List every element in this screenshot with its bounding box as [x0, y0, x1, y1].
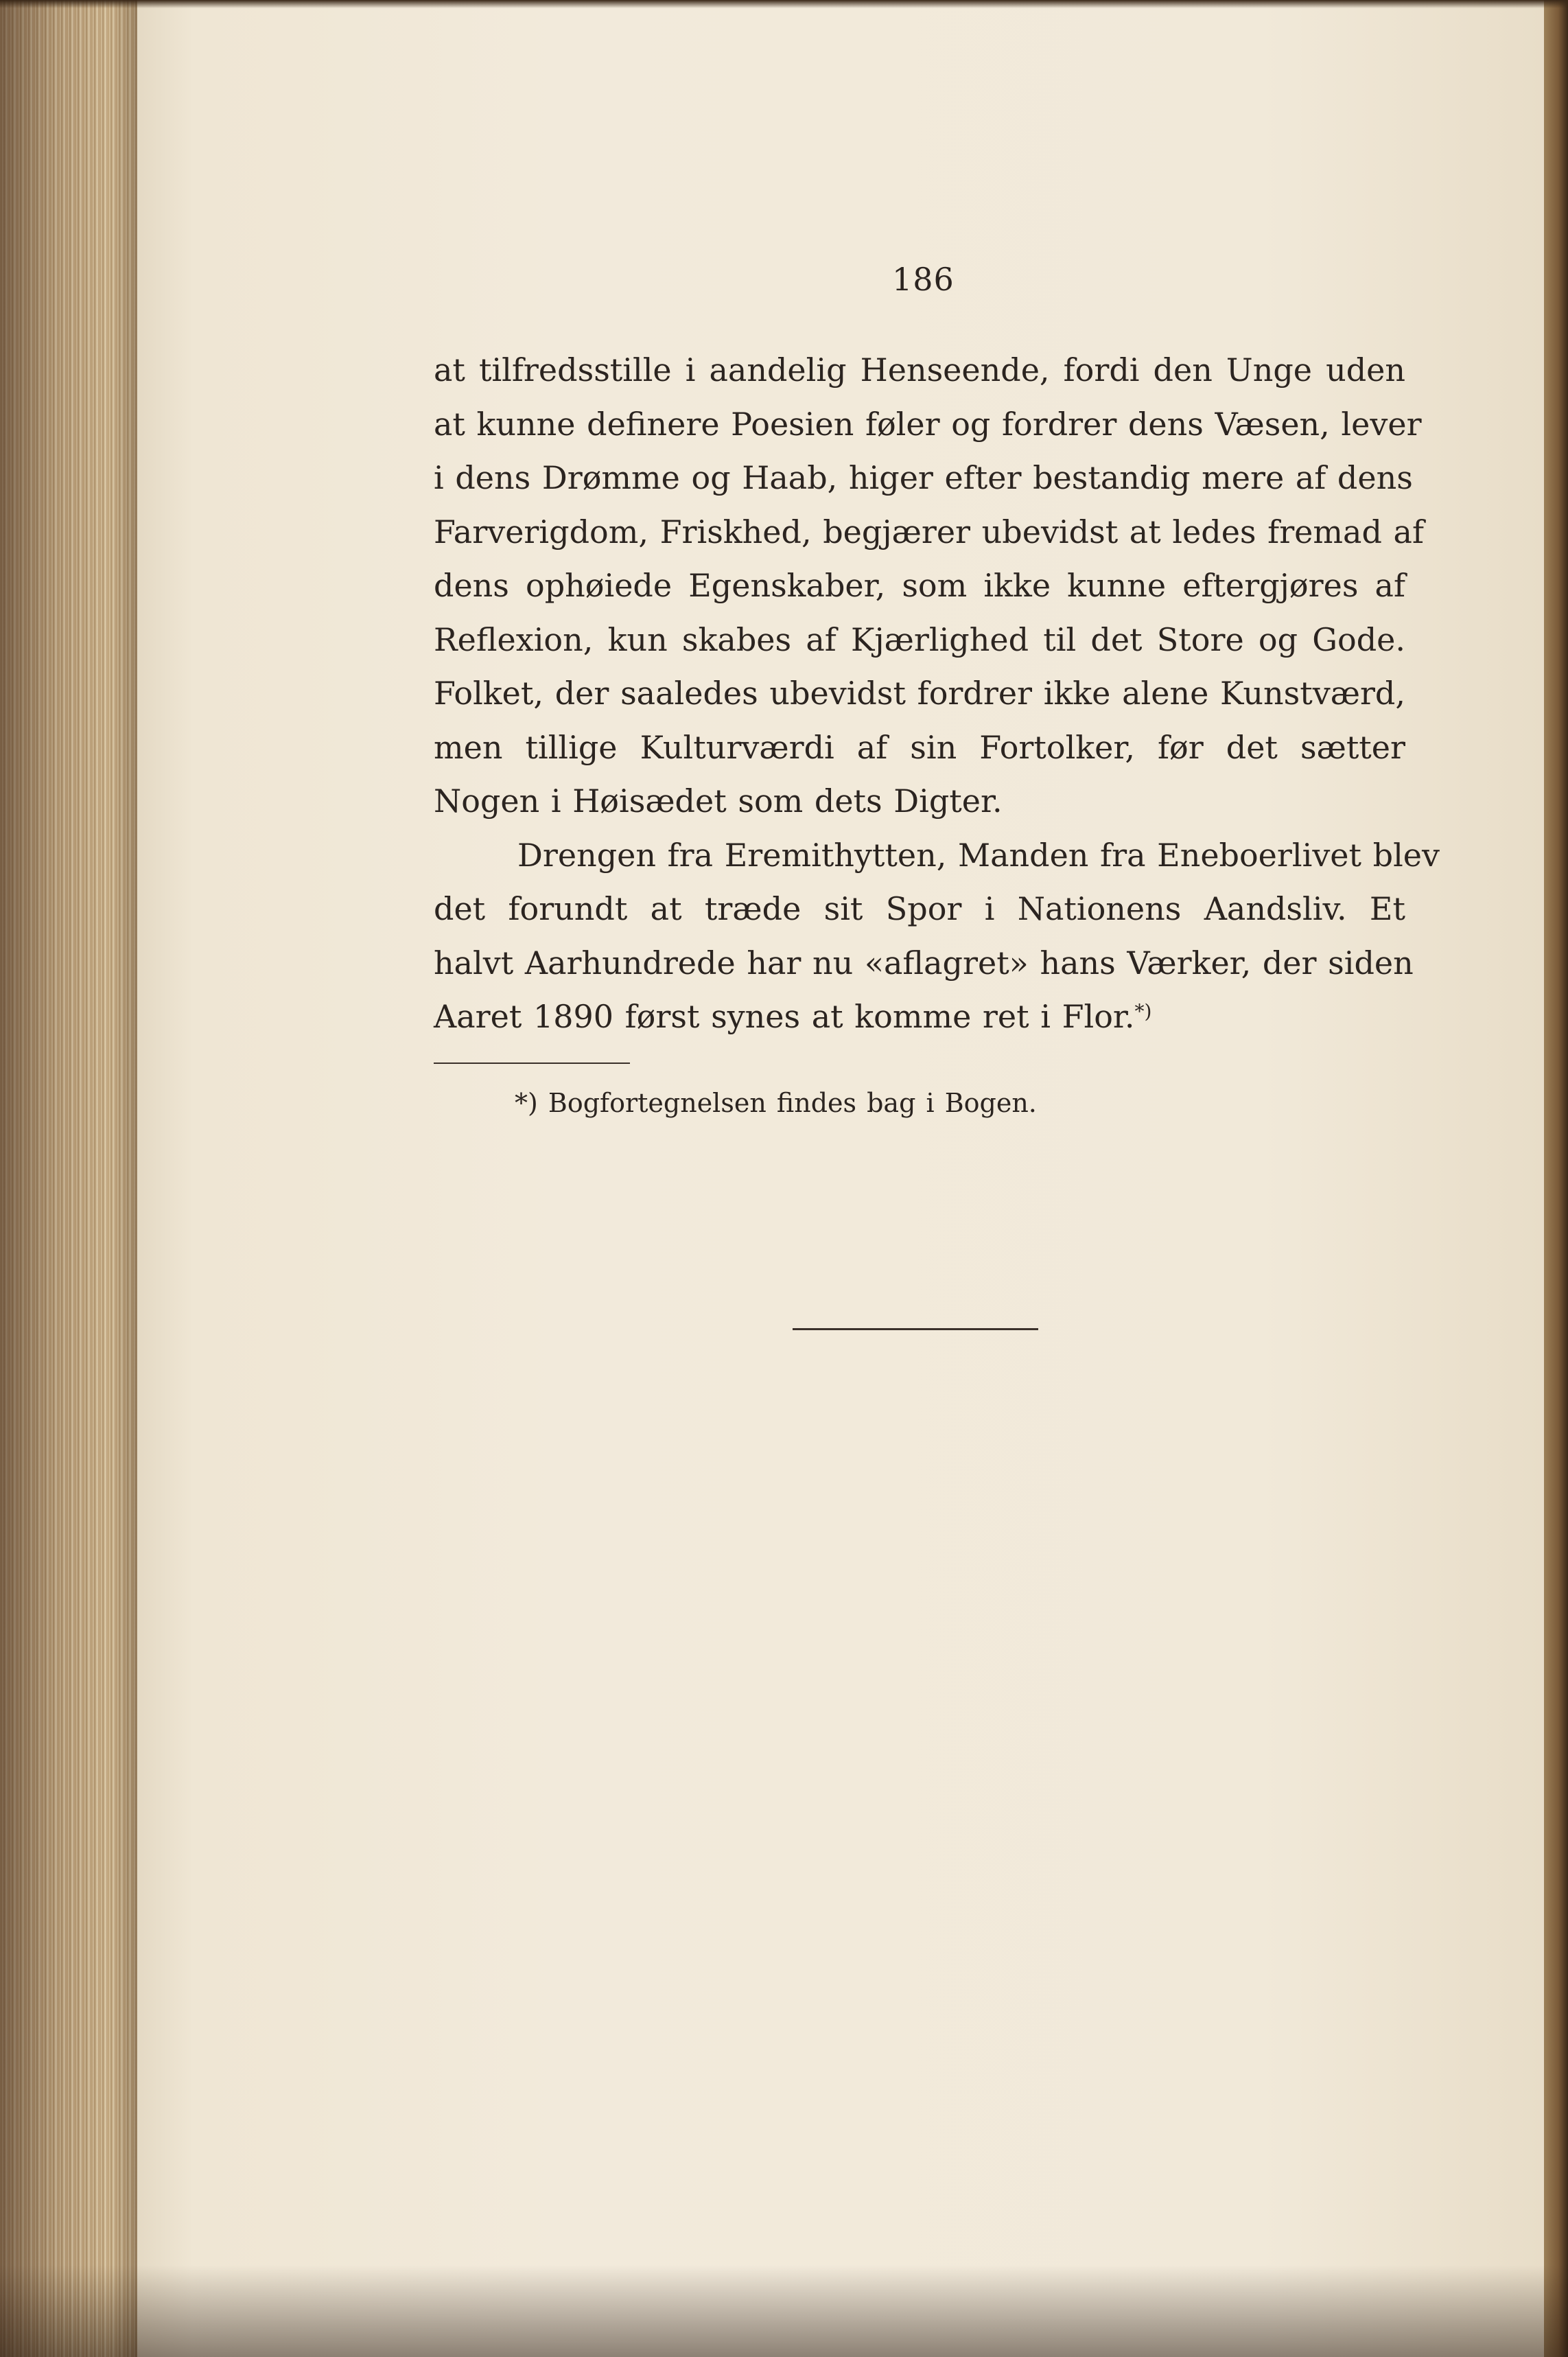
- footnote: *) Bogfortegnelsen findes bag i Bogen.: [515, 1088, 1037, 1118]
- text-line: halvt Aarhundrede har nu «aflagret» hans Værker, der siden: [434, 944, 1414, 982]
- footnote-separator-rule: [434, 1063, 630, 1064]
- text-line: at kunne definere Poesien føler og fordrer dens Væsen, lever: [434, 405, 1422, 443]
- top-edge-shadow: [0, 0, 1568, 8]
- chapter-end-rule: [793, 1328, 1038, 1330]
- text-line: i dens Drømme og Haab, higer efter bestandig mere af dens: [434, 459, 1413, 496]
- text-line: det forundt at træde sit Spor i Nationens Aandsliv. Et: [434, 890, 1405, 927]
- text-line-with-footnote-ref: [434, 990, 1405, 1044]
- footnote-reference: *): [1134, 1000, 1152, 1023]
- right-binding-edge: [1544, 0, 1568, 2357]
- text-line-content: Aaret 1890 først synes at komme ret i Flor.: [434, 998, 1135, 1035]
- text-line: at tilfredsstille i aandelig Henseende, fordi den Unge uden: [434, 351, 1405, 388]
- text-line: Reflexion, kun skabes af Kjærlighed til det Store og Gode.: [434, 620, 1405, 658]
- paragraph-first-line: Drengen fra Eremithytten, Manden fra Eneboerlivet blev: [517, 836, 1440, 874]
- body-text: [434, 343, 1440, 1044]
- page-number: 186: [892, 261, 955, 298]
- bottom-edge-shadow: [0, 2265, 1568, 2357]
- page-edges-shadow: [0, 0, 137, 2357]
- text-line: Nogen i Høisædet som dets Digter.: [434, 782, 1003, 820]
- text-line: dens ophøiede Egenskaber, som ikke kunne eftergjøres af: [434, 567, 1405, 604]
- text-line: Folket, der saaledes ubevidst fordrer ikke alene Kunstværd,: [434, 675, 1405, 712]
- text-line: men tillige Kulturværdi af sin Fortolker, før det sætter: [434, 728, 1405, 766]
- text-line: Farverigdom, Friskhed, begjærer ubevidst at ledes fremad af: [434, 513, 1424, 550]
